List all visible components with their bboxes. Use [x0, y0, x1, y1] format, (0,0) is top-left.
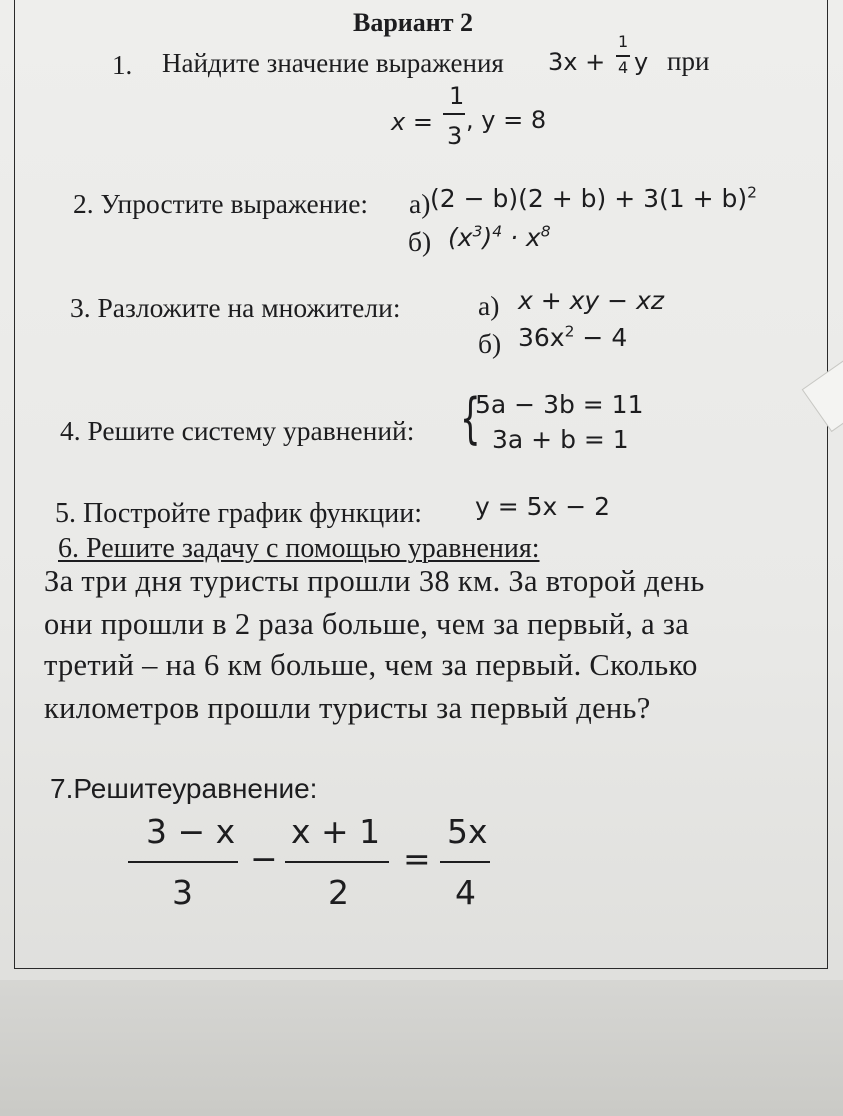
- variant-title: Вариант 2: [353, 8, 474, 37]
- task2-part-b-exp1: 3: [472, 222, 483, 241]
- task1-number: 1.: [112, 50, 133, 80]
- task2-part-b-label: б): [408, 226, 432, 257]
- task7-equals-sign: =: [403, 839, 431, 878]
- task3-part-b-exp: 2: [564, 322, 575, 341]
- task6-line-1: За три дня туристы прошли 38 км. За второй день: [44, 564, 705, 598]
- task7-minus-sign: −: [250, 839, 278, 878]
- task5-label: 5. Постройте график функции:: [55, 498, 422, 529]
- task7-fraction1-numerator: 3 − x: [146, 812, 236, 851]
- worksheet-border: [14, 0, 828, 969]
- task4-eq1: 5a − 3b = 11: [475, 390, 644, 419]
- task7-fraction3-line: [440, 861, 490, 863]
- task7-fraction3-numerator: 5x: [447, 812, 488, 851]
- task6-label: 6. Решите задачу с помощью уравнения:: [58, 533, 540, 564]
- task7-fraction2-numerator: x + 1: [291, 812, 381, 851]
- task7-fraction2-denominator: 2: [328, 873, 349, 912]
- task7-label: 7.Решитеуравнение:: [50, 773, 318, 804]
- task2-label: 2. Упростите выражение:: [73, 188, 369, 219]
- task3-part-a: x + xy − xz: [518, 286, 664, 315]
- task4-label: 4. Решите систему уравнений:: [60, 415, 415, 446]
- task4-brace: {: [460, 387, 481, 450]
- task1-cond-frac-line: [443, 113, 465, 115]
- table-surface: [0, 980, 843, 1116]
- task1-cond-num: 1: [449, 82, 465, 110]
- task2-part-b-mid: ): [482, 223, 493, 252]
- task6-line-4: километров прошли туристы за первый день?: [44, 691, 651, 725]
- task2-part-b-exp3: 8: [540, 222, 551, 241]
- task1-frac-num: 1: [618, 32, 629, 51]
- task6-line-3: третий – на 6 км больше, чем за первый. Сколько: [44, 648, 698, 682]
- task1-cond-den: 3: [447, 122, 463, 150]
- task1-expr-b: y: [634, 48, 649, 76]
- task7-fraction2-line: [285, 861, 389, 863]
- task1-frac-den: 4: [618, 58, 629, 77]
- task5-expr: y = 5x − 2: [475, 492, 611, 521]
- task2-part-a: (2 − b)(2 + b) + 3(1 + b): [430, 184, 748, 213]
- task1-suffix: при: [667, 46, 710, 76]
- task3-part-b: 36x: [518, 323, 565, 352]
- task1-expr-a: 3x +: [548, 48, 606, 76]
- task1-frac-line: [616, 55, 630, 57]
- task3-part-b-label: б): [478, 328, 502, 359]
- task3-label: 3. Разложите на множители:: [70, 292, 401, 323]
- task1-text: Найдите значение выражения: [162, 48, 504, 78]
- task7-fraction1-line: [128, 861, 238, 863]
- task3-part-a-label: а): [478, 290, 500, 321]
- task4-eq2: 3a + b = 1: [492, 425, 629, 454]
- task7-fraction1-denominator: 3: [172, 873, 193, 912]
- task2-part-b-dot: · x: [502, 223, 541, 252]
- task1-cond-y: , y = 8: [466, 106, 547, 134]
- task2-part-b-exp2: 4: [492, 222, 503, 241]
- task1-cond-x: x =: [391, 108, 433, 136]
- task6-line-2: они прошли в 2 раза больше, чем за первый, а за: [44, 607, 690, 641]
- task7-fraction3-denominator: 4: [455, 873, 476, 912]
- task2-part-a-label: а): [409, 188, 431, 219]
- task3-part-b-tail: − 4: [574, 323, 628, 352]
- task2-part-b-base: (x: [448, 223, 473, 252]
- task2-part-a-exp: 2: [747, 183, 757, 202]
